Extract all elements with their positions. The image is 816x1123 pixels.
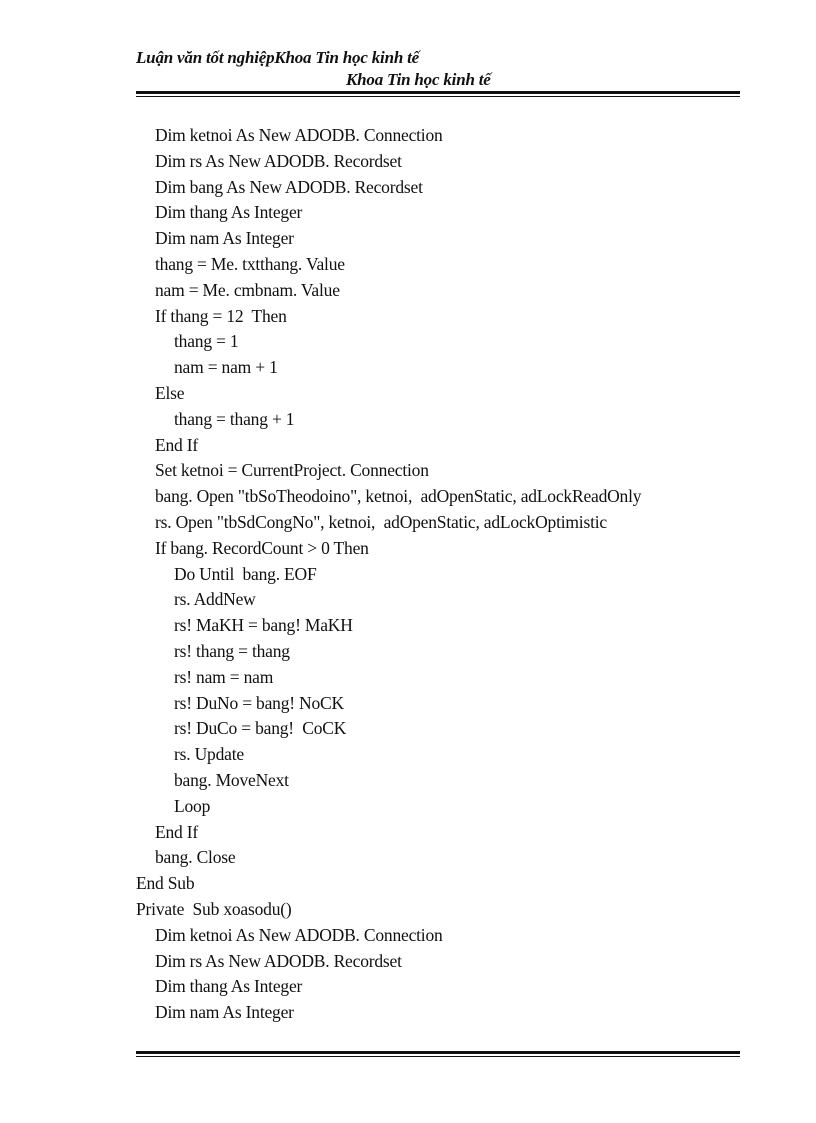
- code-line: End If: [155, 821, 199, 842]
- code-line: rs! DuNo = bang! NoCK: [174, 692, 344, 713]
- code-line: rs! thang = thang: [174, 640, 290, 661]
- code-line: rs! MaKH = bang! MaKH: [174, 615, 353, 636]
- page-header-subtitle: Khoa Tin học kinh tế: [346, 70, 491, 89]
- code-line: If thang = 12 Then: [155, 305, 287, 326]
- code-line: rs. AddNew: [174, 589, 256, 610]
- code-line: Private Sub xoasodu(): [136, 898, 292, 919]
- code-line: End Sub: [136, 873, 195, 894]
- header-rule: [136, 91, 740, 97]
- code-line: Set ketnoi = CurrentProject. Connection: [155, 460, 429, 481]
- code-line: bang. MoveNext: [174, 769, 289, 790]
- code-line: Dim ketnoi As New ADODB. Connection: [155, 924, 443, 945]
- footer-rule: [136, 1051, 740, 1057]
- code-line: Loop: [174, 795, 211, 816]
- code-line: thang = thang + 1: [174, 408, 295, 429]
- code-line: Dim ketnoi As New ADODB. Connection: [155, 125, 443, 145]
- code-line: nam = nam + 1: [174, 357, 278, 378]
- code-listing: [136, 123, 736, 1026]
- code-line: Do Until bang. EOF: [174, 563, 317, 584]
- code-line: rs. Update: [174, 744, 244, 765]
- code-line: Dim thang As Integer: [155, 202, 303, 223]
- code-line: bang. Close: [155, 847, 236, 868]
- code-line: thang = 1: [174, 331, 239, 352]
- page-header-title: Luận văn tốt nghiệpKhoa Tin học kinh tế: [136, 48, 419, 67]
- code-line: Dim bang As New ADODB. Recordset: [155, 176, 423, 197]
- code-line: rs! nam = nam: [174, 666, 274, 687]
- code-line: Else: [155, 382, 185, 403]
- code-line: thang = Me. txtthang. Value: [155, 253, 345, 274]
- code-line: Dim nam As Integer: [155, 1002, 294, 1023]
- code-line: rs! DuCo = bang! CoCK: [174, 718, 347, 739]
- code-line: Dim rs As New ADODB. Recordset: [155, 150, 402, 171]
- code-line: If bang. RecordCount > 0 Then: [155, 537, 369, 558]
- code-line: Dim nam As Integer: [155, 228, 294, 249]
- code-line: Dim thang As Integer: [155, 976, 303, 997]
- code-line: rs. Open "tbSdCongNo", ketnoi, adOpenStatic, adLockOptimistic: [155, 511, 607, 532]
- code-line: bang. Open "tbSoTheodoino", ketnoi, adOpenStatic, adLockReadOnly: [155, 486, 642, 507]
- code-line: End If: [155, 434, 199, 455]
- code-line: nam = Me. cmbnam. Value: [155, 279, 340, 300]
- code-line: Dim rs As New ADODB. Recordset: [155, 950, 402, 971]
